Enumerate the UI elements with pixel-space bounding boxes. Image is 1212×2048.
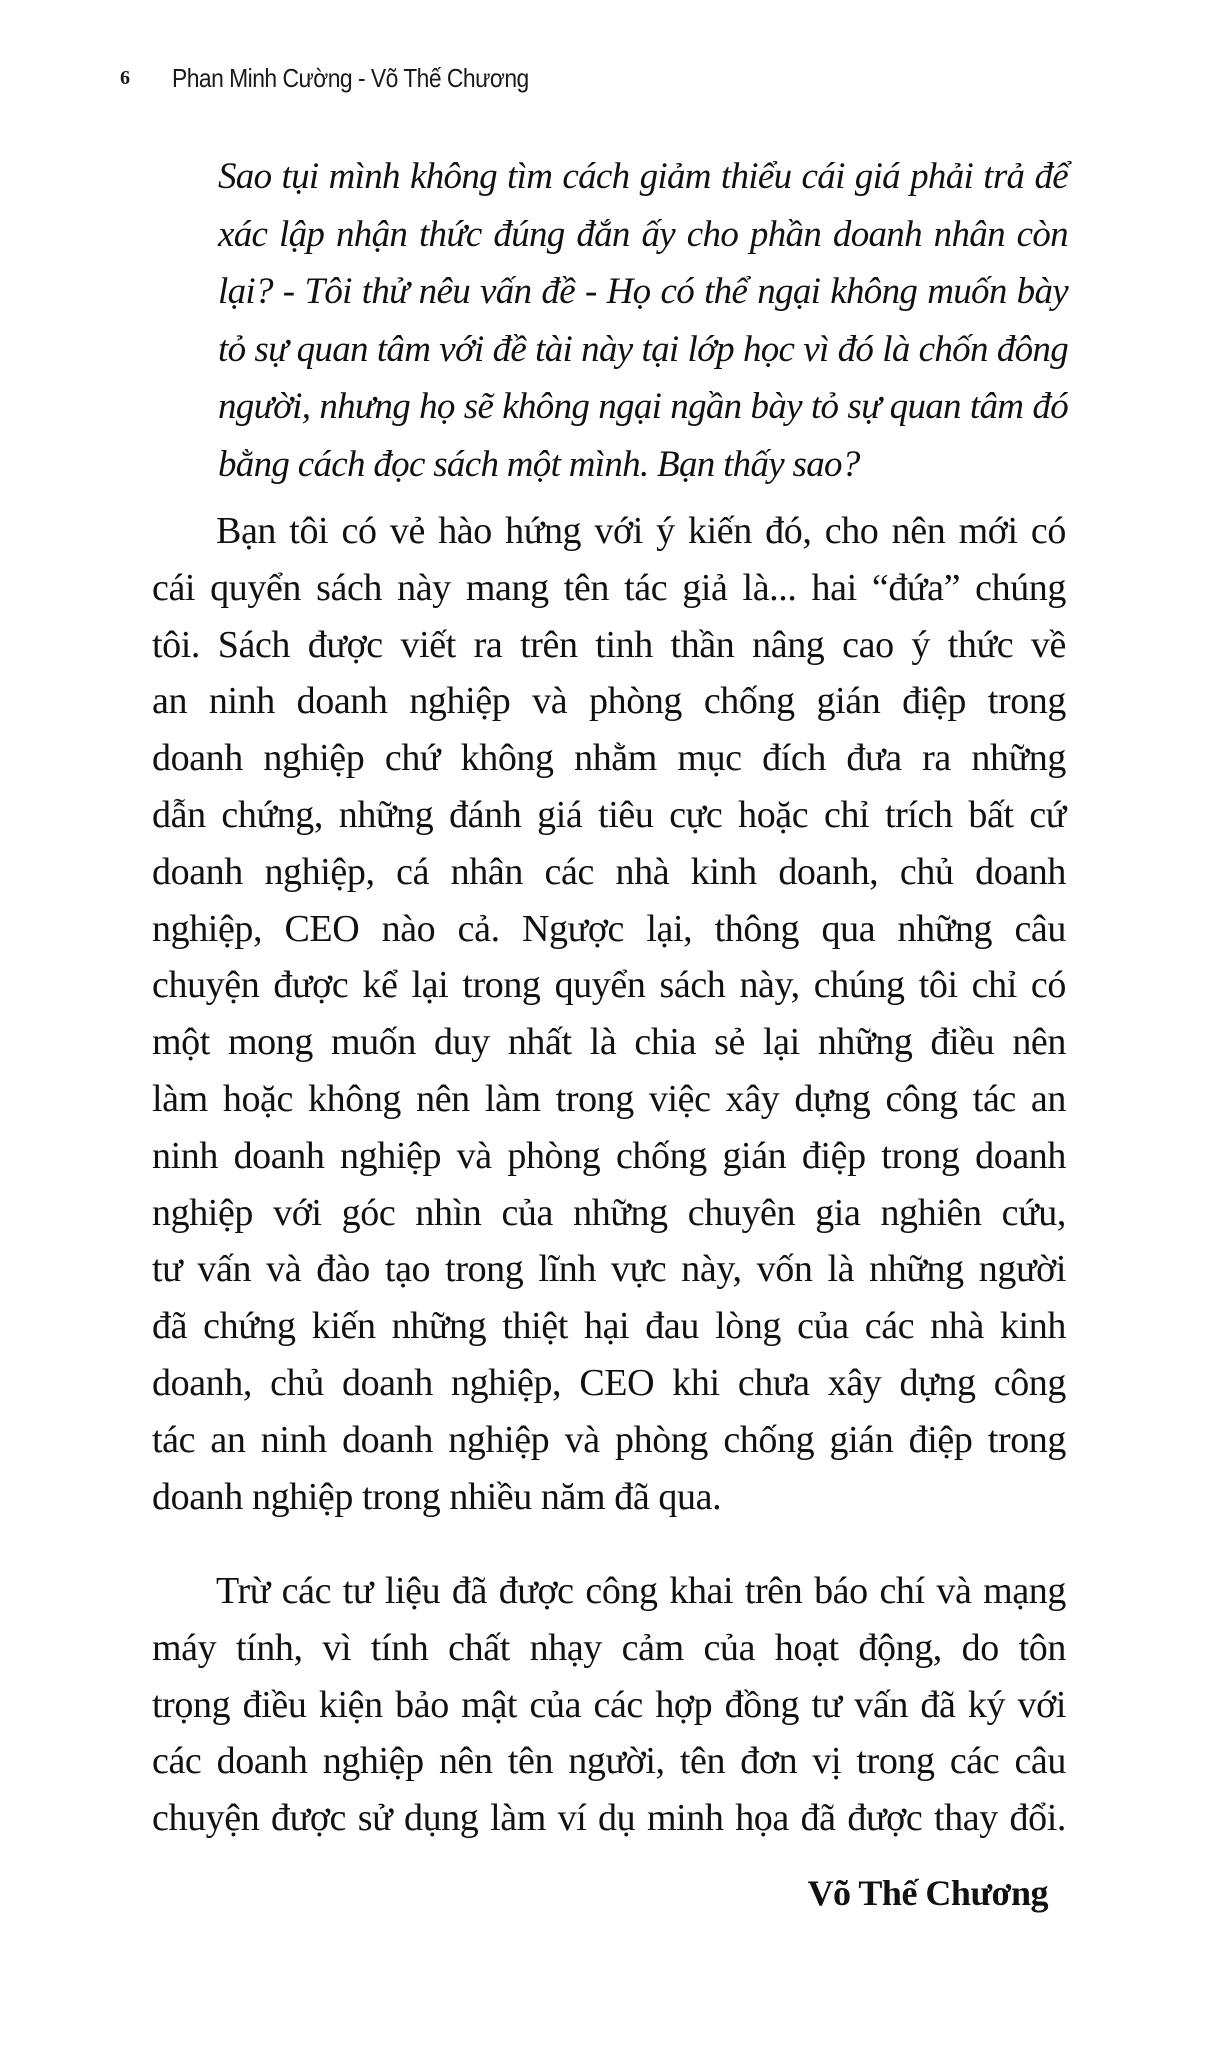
- body-paragraph-2: [152, 1563, 1066, 1847]
- paragraph-line: ninh doanh nghiệp và phòng chống gián điệp trong doanh: [152, 1134, 1066, 1177]
- page-number: 6: [120, 66, 130, 89]
- paragraph-line: làm hoặc không nên làm trong việc xây dựng công tác an: [152, 1077, 1066, 1120]
- paragraph-line: doanh nghiệp, cá nhân các nhà kinh doanh, chủ doanh: [152, 850, 1066, 893]
- paragraph-line: doanh nghiệp chứ không nhằm mục đích đưa ra những: [152, 737, 1066, 780]
- running-title: Phan Minh Cường - Võ Thế Chương: [172, 62, 529, 93]
- paragraph-line: máy tính, vì tính chất nhạy cảm của hoạt động, do tôn: [152, 1626, 1066, 1669]
- italic-quote-paragraph: [218, 148, 1068, 493]
- paragraph-line: tôi. Sách được viết ra trên tinh thần nâng cao ý thức về: [152, 623, 1066, 666]
- paragraph-line: cái quyển sách này mang tên tác giả là... hai “đứa” chúng: [152, 566, 1066, 609]
- paragraph-line: trọng điều kiện bảo mật của các hợp đồng tư vấn đã ký với: [152, 1683, 1066, 1726]
- paragraph-line: dẫn chứng, những đánh giá tiêu cực hoặc chỉ trích bất cứ: [152, 793, 1066, 836]
- paragraph-line: doanh nghiệp trong nhiều năm đã qua.: [152, 1475, 722, 1518]
- paragraph-line: doanh, chủ doanh nghiệp, CEO khi chưa xây dựng công: [152, 1361, 1066, 1404]
- paragraph-line: tư vấn và đào tạo trong lĩnh vực này, vốn là những người: [152, 1248, 1066, 1291]
- paragraph-line: nghiệp với góc nhìn của những chuyên gia nghiên cứu,: [152, 1191, 1066, 1234]
- quote-line: tỏ sự quan tâm với đề tài này tại lớp học vì đó là chốn đông: [218, 328, 1068, 370]
- quote-line: lại? - Tôi thử nêu vấn đề - Họ có thể ngại không muốn bày: [218, 271, 1068, 312]
- paragraph-line: chuyện được sử dụng làm ví dụ minh họa đã được thay đổi.: [152, 1797, 1066, 1840]
- quote-line: người, nhưng họ sẽ không ngại ngần bày tỏ sự quan tâm đó: [218, 386, 1068, 427]
- paragraph-line: chuyện được kể lại trong quyển sách này, chúng tôi chỉ có: [152, 964, 1066, 1007]
- author-signature: Võ Thế Chương: [807, 1873, 1048, 1913]
- paragraph-line: Trừ các tư liệu đã được công khai trên báo chí và mạng: [216, 1570, 1066, 1612]
- paragraph-line: nghiệp, CEO nào cả. Ngược lại, thông qua những câu: [152, 907, 1066, 950]
- quote-line: xác lập nhận thức đúng đắn ấy cho phần doanh nhân còn: [218, 213, 1068, 255]
- quote-line: Sao tụi mình không tìm cách giảm thiểu cái giá phải trả để: [218, 156, 1068, 197]
- body-paragraph-1: [152, 503, 1066, 1525]
- paragraph-line: một mong muốn duy nhất là chia sẻ lại những điều nên: [152, 1021, 1066, 1064]
- paragraph-line: an ninh doanh nghiệp và phòng chống gián điệp trong: [152, 680, 1066, 723]
- quote-line: bằng cách đọc sách một mình. Bạn thấy sao?: [218, 443, 860, 485]
- paragraph-line: đã chứng kiến những thiệt hại đau lòng của các nhà kinh: [152, 1305, 1066, 1348]
- paragraph-line: Bạn tôi có vẻ hào hứng với ý kiến đó, cho nên mới có: [216, 510, 1066, 552]
- running-header: [120, 58, 577, 98]
- paragraph-line: các doanh nghiệp nên tên người, tên đơn vị trong các câu: [152, 1740, 1066, 1783]
- paragraph-line: tác an ninh doanh nghiệp và phòng chống gián điệp trong: [152, 1418, 1066, 1461]
